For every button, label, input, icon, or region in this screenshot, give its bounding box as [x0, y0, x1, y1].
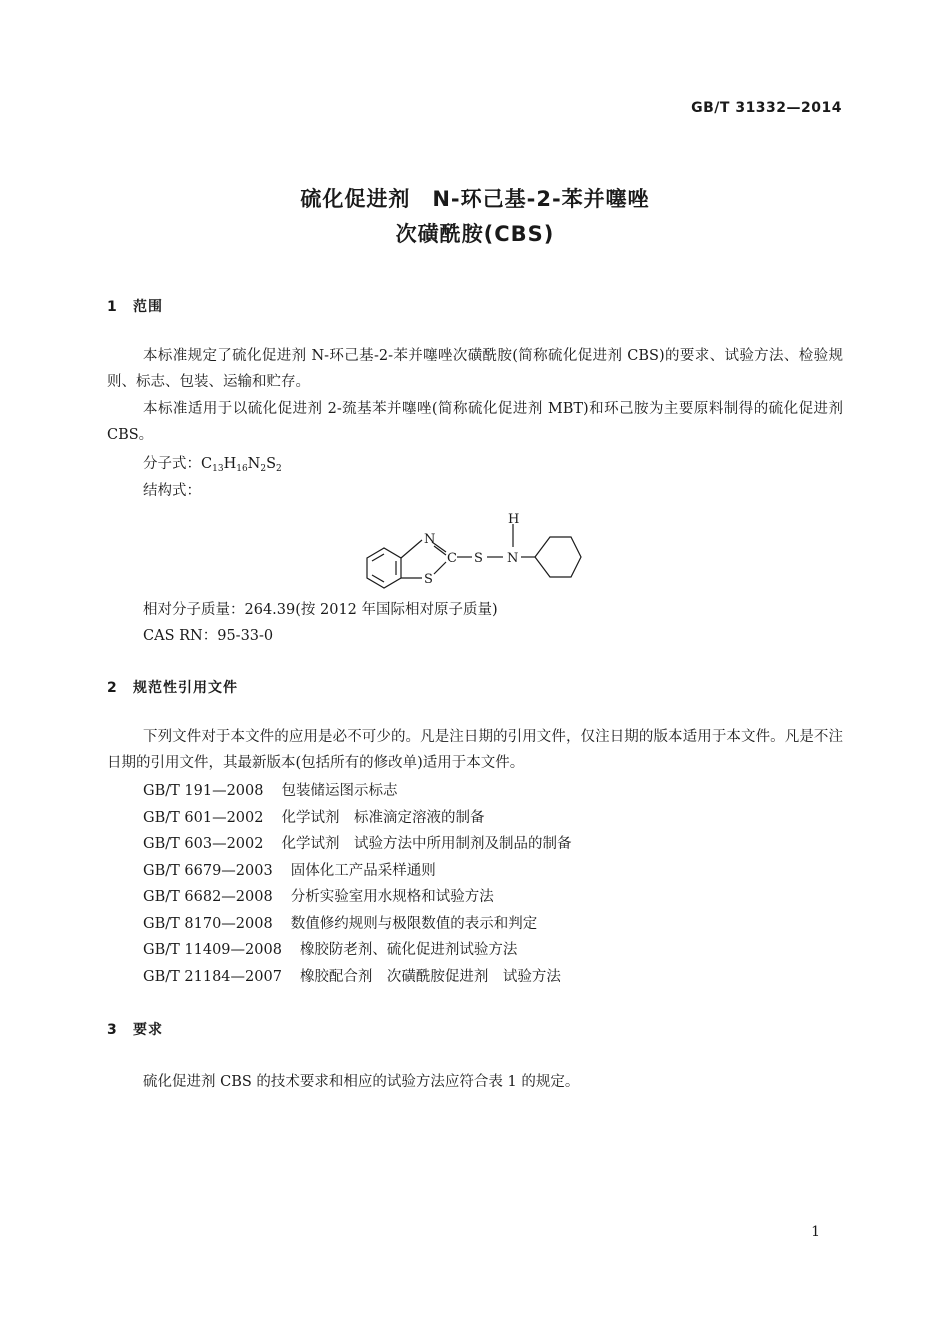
cyclohexane-ring: [535, 537, 581, 577]
section-1-paragraph-2: 本标准适用于以硫化促进剂 2-巯基苯并噻唑(简称硫化促进剂 MBT)和环己胺为主要原料制得的硫化促进剂 CBS。: [107, 401, 843, 443]
formula-subscript: 2: [260, 464, 267, 474]
atom-s-link: S: [474, 551, 483, 566]
document-title-line2: 次磺酰胺(CBS): [395, 222, 555, 246]
section-1-heading: [107, 296, 163, 316]
reference-title: 化学试剂 标准滴定溶液的制备: [281, 810, 485, 826]
formula-element: S: [266, 456, 277, 472]
section-1-paragraph-1: 本标准规定了硫化促进剂 N-环己基-2-苯并噻唑次磺酰胺(简称硫化促进剂 CBS)的要求、试验方法、检验规则、标志、包装、运输和贮存。: [107, 348, 843, 390]
normative-reference: [143, 938, 517, 959]
normative-reference: [143, 912, 537, 933]
section-2-intro: 下列文件对于本文件的应用是必不可少的。凡是注日期的引用文件，仅注日期的版本适用于本文件。凡是不注日期的引用文件，其最新版本(包括所有的修改单)适用于本文件。: [107, 729, 843, 771]
formula-label: 分子式：: [143, 456, 201, 472]
ring-bond: [434, 562, 446, 574]
section-number: 3: [107, 1022, 118, 1038]
atom-h: H: [508, 512, 520, 527]
standard-code: GB/T 31332—2014: [691, 100, 842, 116]
reference-code: GB/T 191—2008: [143, 783, 264, 799]
section-3-heading: [107, 1019, 163, 1039]
normative-reference: [143, 779, 397, 800]
reference-title: 数值修约规则与极限数值的表示和判定: [290, 916, 538, 932]
formula-subscript: 16: [236, 464, 248, 474]
benzene-double-bond: [372, 554, 384, 561]
reference-title: 橡胶配合剂 次磺酰胺促进剂 试验方法: [299, 969, 561, 985]
structural-formula-diagram: [360, 510, 590, 590]
normative-reference: [143, 885, 494, 906]
atom-s-ring: S: [424, 572, 433, 587]
formula-subscript: 2: [276, 464, 282, 474]
reference-code: GB/T 6682—2008: [143, 889, 273, 905]
ring-bond: [401, 540, 422, 558]
reference-title: 分析实验室用水规格和试验方法: [290, 889, 494, 905]
reference-title: 橡胶防老剂、硫化促进剂试验方法: [299, 942, 518, 958]
formula-element: C: [201, 456, 213, 472]
reference-code: GB/T 11409—2008: [143, 942, 282, 958]
section-title: 要求: [133, 1022, 163, 1038]
reference-code: GB/T 6679—2003: [143, 863, 273, 879]
section-title: 范围: [133, 299, 163, 315]
atom-n-ring: N: [424, 532, 436, 547]
reference-title: 包装储运图示标志: [281, 783, 398, 799]
page-number: 1: [811, 1224, 820, 1240]
section-2-heading: [107, 677, 238, 697]
cas-registry-number: CAS RN：95-33-0: [143, 628, 274, 644]
relative-molecular-mass: 相对分子质量：264.39(按 2012 年国际相对原子质量): [143, 602, 498, 618]
document-title-line1: 硫化促进剂 N-环己基-2-苯并噻唑: [300, 187, 650, 211]
reference-code: GB/T 8170—2008: [143, 916, 273, 932]
reference-code: GB/T 21184—2007: [143, 969, 282, 985]
atom-c: C: [447, 551, 457, 566]
reference-code: GB/T 603—2002: [143, 836, 264, 852]
formula-element: H: [223, 456, 237, 472]
reference-title: 固体化工产品采样通则: [290, 863, 436, 879]
normative-reference: [143, 806, 484, 827]
formula-subscript: 13: [212, 464, 224, 474]
benzene-double-bond: [372, 575, 384, 582]
reference-title: 化学试剂 试验方法中所用制剂及制品的制备: [281, 836, 572, 852]
normative-reference: [143, 832, 571, 853]
normative-reference: [143, 859, 436, 880]
section-title: 规范性引用文件: [133, 680, 238, 696]
section-3-paragraph: 硫化促进剂 CBS 的技术要求和相应的试验方法应符合表 1 的规定。: [143, 1074, 580, 1090]
structure-label: 结构式：: [143, 483, 201, 499]
section-number: 1: [107, 299, 118, 315]
normative-reference: [143, 965, 561, 986]
section-number: 2: [107, 680, 118, 696]
atom-n-amine: N: [507, 551, 519, 566]
molecular-formula: [143, 452, 282, 474]
formula-element: N: [247, 456, 261, 472]
reference-code: GB/T 601—2002: [143, 810, 264, 826]
